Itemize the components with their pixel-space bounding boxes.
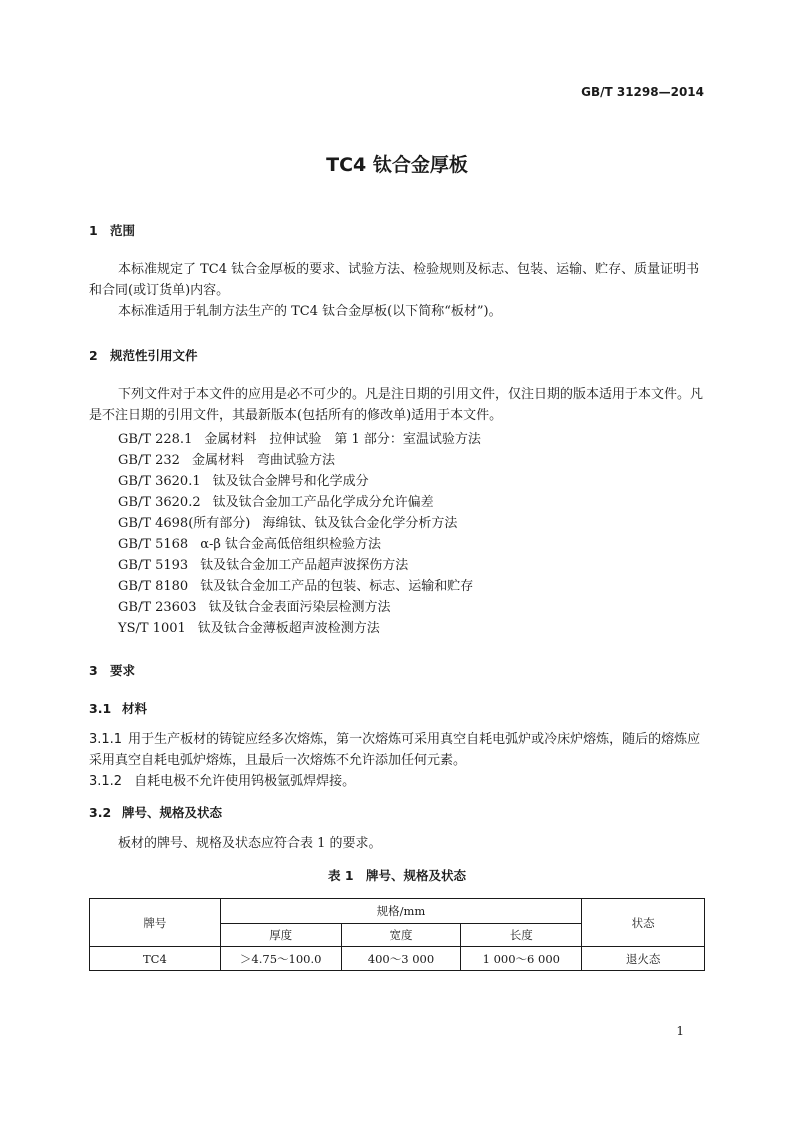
- section-2-number: 2: [89, 348, 98, 363]
- reference-title: 钛及钛合金牌号和化学成分: [212, 474, 369, 489]
- section-2-title: 规范性引用文件: [110, 348, 198, 363]
- section-1-title: 范围: [110, 223, 136, 238]
- table-header-row: [90, 899, 705, 924]
- reference-item: [118, 470, 369, 489]
- reference-title: 钛及钛合金加工产品化学成分允许偏差: [212, 495, 434, 510]
- section-1-heading: [89, 221, 135, 239]
- header-length: 长度: [461, 924, 582, 947]
- section-2-intro: 下列文件对于本文件的应用是必不可少的。凡是注日期的引用文件，仅注日期的版本适用于本文件。凡是不注日期的引用文件，其最新版本(包括所有的修改单)适用于本文件。: [89, 387, 704, 423]
- reference-title: 钛及钛合金表面污染层检测方法: [208, 600, 391, 615]
- reference-code: GB/T 23603: [118, 600, 197, 615]
- reference-code: GB/T 5168: [118, 537, 189, 552]
- section-3-number: 3: [89, 663, 98, 678]
- reference-title: 钛及钛合金加工产品的包装、标志、运输和贮存: [200, 579, 474, 594]
- document-title: TC4 钛合金厚板: [326, 154, 468, 176]
- cell-length: 1 000～6 000: [461, 947, 582, 971]
- reference-title: 海绵钛、钛及钛合金化学分析方法: [262, 516, 458, 531]
- reference-item: [118, 533, 381, 552]
- reference-item: [118, 617, 380, 636]
- reference-item: [118, 596, 391, 615]
- table-row: [90, 947, 705, 971]
- reference-code: GB/T 5193: [118, 558, 189, 573]
- section-1-paragraph-2: 本标准适用于轧制方法生产的 TC4 钛合金厚板(以下简称“板材”)。: [118, 304, 502, 319]
- reference-title: 钛及钛合金加工产品超声波探伤方法: [200, 558, 409, 573]
- section-3-title: 要求: [110, 663, 136, 678]
- table-1-caption: 表 1 牌号、规格及状态: [327, 868, 467, 883]
- header-state: 状态: [582, 899, 705, 947]
- reference-code: GB/T 3620.1: [118, 474, 201, 489]
- standard-code: GB/T 31298—2014: [581, 85, 704, 99]
- reference-item: [118, 512, 457, 531]
- section-3-2-heading: [89, 803, 222, 821]
- reference-title: α-β 钛合金高低倍组织检验方法: [200, 537, 382, 552]
- section-3-1-title: 材料: [122, 701, 148, 716]
- header-width: 宽度: [341, 924, 461, 947]
- section-3-1-number: 3.1: [89, 701, 112, 716]
- section-3-2-paragraph: 板材的牌号、规格及状态应符合表 1 的要求。: [118, 836, 382, 851]
- section-3-1-heading: [89, 699, 147, 717]
- header-spec: 规格/mm: [220, 899, 581, 924]
- section-3-2-number: 3.2: [89, 805, 112, 820]
- reference-code: GB/T 3620.2: [118, 495, 201, 510]
- reference-code: GB/T 8180: [118, 579, 189, 594]
- section-3-heading: [89, 661, 135, 679]
- reference-title: 金属材料 弯曲试验方法: [191, 453, 335, 468]
- cell-thickness: ＞4.75～100.0: [220, 947, 341, 971]
- reference-code: YS/T 1001: [118, 621, 186, 636]
- spec-table: [89, 898, 705, 971]
- reference-item: [118, 491, 434, 510]
- section-3-2-title: 牌号、规格及状态: [122, 805, 223, 820]
- cell-width: 400～3 000: [341, 947, 461, 971]
- cell-state: 退火态: [582, 947, 705, 971]
- section-1-paragraph-1: 本标准规定了 TC4 钛合金厚板的要求、试验方法、检验规则及标志、包装、运输、贮存、质量证明书和合同(或订货单)内容。: [89, 262, 700, 298]
- reference-title: 金属材料 拉伸试验 第 1 部分：室温试验方法: [204, 432, 481, 447]
- reference-code: GB/T 228.1: [118, 432, 193, 447]
- clause-3-1-1-number: 3.1.1: [89, 732, 123, 747]
- clause-3-1-2-text: 自耗电极不允许使用钨极氩弧焊焊接。: [134, 774, 356, 789]
- reference-item: [118, 428, 481, 447]
- reference-item: [118, 575, 473, 594]
- header-thickness: 厚度: [220, 924, 341, 947]
- page-number: 1: [676, 1024, 684, 1038]
- clause-3-1-2: [89, 771, 355, 792]
- reference-code: GB/T 232: [118, 453, 180, 468]
- reference-title: 钛及钛合金薄板超声波检测方法: [197, 621, 380, 636]
- reference-code: GB/T 4698(所有部分): [118, 516, 251, 531]
- reference-item: [118, 554, 408, 573]
- clause-3-1-1-text: 用于生产板材的铸锭应经多次熔炼，第一次熔炼可采用真空自耗电弧炉或冷床炉熔炼，随后的熔炼应采用真空自耗电弧炉熔炼，且最后一次熔炼不允许添加任何元素。: [89, 732, 701, 768]
- section-1-number: 1: [89, 223, 98, 238]
- section-2-heading: [89, 346, 198, 364]
- cell-grade: TC4: [90, 947, 221, 971]
- reference-item: [118, 449, 335, 468]
- header-grade: 牌号: [90, 899, 221, 947]
- clause-3-1-2-number: 3.1.2: [89, 774, 123, 789]
- clause-3-1-1: [89, 729, 705, 771]
